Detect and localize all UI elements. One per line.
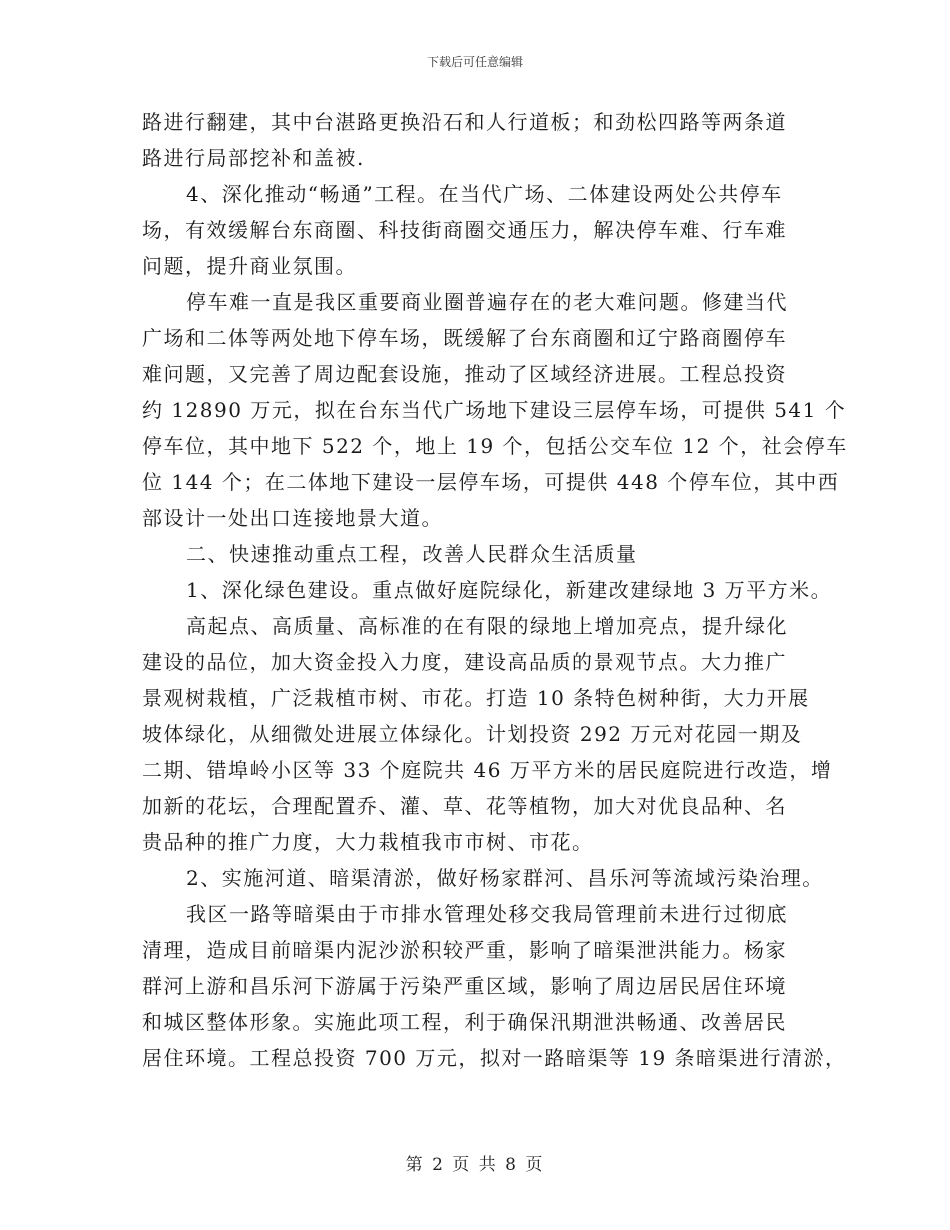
text-line: 2、实施河道、暗渠清淤，做好杨家群河、昌乐河等流域污染治理。	[186, 866, 824, 890]
text-line: 问题，提升商业氛围。	[142, 254, 357, 278]
text-line: 部设计一处出口连接地景大道。	[142, 506, 443, 530]
text-line: 群河上游和昌乐河下游属于污染严重区域，影响了周边居民居住环境	[142, 974, 787, 998]
document-body	[142, 104, 848, 1076]
text-line: 约 12890 万元，拟在台东当代广场地下建设三层停车场，可提供 541 个	[142, 398, 847, 422]
text-line: 广场和二体等两处地下停车场，既缓解了台东商圈和辽宁路商圈停车	[142, 326, 787, 350]
text-line: 停车位，其中地下 522 个，地上 19 个，包括公交车位 12 个，社会停车	[142, 434, 848, 458]
text-line: 建设的品位，加大资金投入力度，建设高品质的景观节点。大力推广	[142, 650, 787, 674]
text-line: 居住环境。工程总投资 700 万元，拟对一路暗渠等 19 条暗渠进行清淤，	[142, 1046, 847, 1070]
text-line: 坡体绿化，从细微处进展立体绿化。计划投资 292 万元对花园一期及	[142, 722, 803, 746]
text-line: 4、深化推动“畅通”工程。在当代广场、二体建设两处公共停车	[186, 182, 783, 206]
text-line: 路进行局部挖补和盖被.	[142, 146, 365, 170]
text-line: 1、深化绿色建设。重点做好庭院绿化，新建改建绿地 3 万平方米。	[186, 578, 833, 602]
text-line: 难问题，又完善了周边配套设施，推动了区域经济进展。工程总投资	[142, 362, 787, 386]
text-line: 二期、错埠岭小区等 33 个庭院共 46 万平方米的居民庭院进行改造，增	[142, 758, 833, 782]
text-line: 景观树栽植，广泛栽植市树、市花。打造 10 条特色树种街，大力开展	[142, 686, 810, 710]
text-line: 路进行翻建，其中台湛路更换沿石和人行道板；和劲松四路等两条道	[142, 110, 787, 134]
text-line: 场，有效缓解台东商圈、科技街商圈交通压力，解决停车难、行车难	[142, 218, 787, 242]
text-line: 我区一路等暗渠由于市排水管理处移交我局管理前未进行过彻底	[186, 902, 788, 926]
text-line: 清理，造成目前暗渠内泥沙淤积较严重，影响了暗渠泄洪能力。杨家	[142, 938, 787, 962]
section-heading: 二、快速推动重点工程，改善人民群众生活质量	[186, 542, 638, 566]
text-line: 加新的花坛，合理配置乔、灌、草、花等植物，加大对优良品种、名	[142, 794, 787, 818]
page-header-note: 下载后可任意编辑	[426, 55, 523, 69]
text-line: 位 144 个；在二体地下建设一层停车场，可提供 448 个停车位，其中西	[142, 470, 840, 494]
text-line: 高起点、高质量、高标准的在有限的绿地上增加亮点，提升绿化	[186, 614, 788, 638]
text-line: 和城区整体形象。实施此项工程，利于确保汛期泄洪畅通、改善居民	[142, 1010, 787, 1034]
page-number-footer: 第 2 页 共 8 页	[405, 1155, 545, 1175]
text-line: 停车难一直是我区重要商业圈普遍存在的老大难问题。修建当代	[186, 290, 788, 314]
text-line: 贵品种的推广力度，大力栽植我市市树、市花。	[142, 830, 594, 854]
